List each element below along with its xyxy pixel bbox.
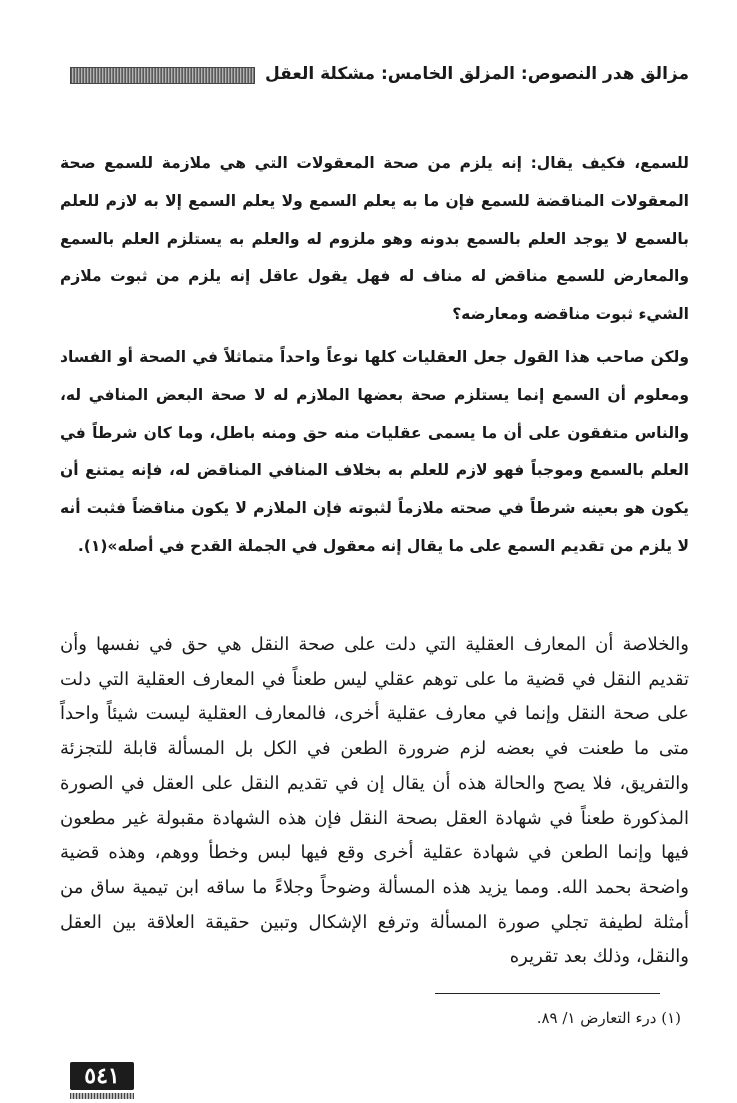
page-number-decoration bbox=[70, 1093, 134, 1099]
running-header bbox=[70, 58, 689, 90]
quoted-block bbox=[60, 145, 689, 566]
header-decorative-bar bbox=[70, 67, 255, 84]
page-number: ٥٤١ bbox=[70, 1062, 134, 1090]
body-paragraph: والخلاصة أن المعارف العقلية التي دلت على صحة النقل هي حق في نفسها وأن تقديم النقل في قضية ما على توهم عقلي ليس طعناً في المعارف العقلية التي دلت على صحة النقل وإنما في معارف عقلية أخرى، فالمعارف العقلية ليست شيئاً واحداً متى ما طعنت في بعضه لزم ضرورة الطعن في الكل بل المسألة قابلة للتجزئة والتفريق، فلا يصح والحالة هذه أن يقال إن في تقديم النقل على العقل في الصورة المذكورة طعناً في شهادة العقل بصحة النقل فإن هذه الشهادة مقبولة غير مطعون فيها وإنما الطعن في شهادة عقلية أخرى وقع فيها لبس وخطأ ووهم، وهذه قضية واضحة بحمد الله. ومما يزيد هذه المسألة وضوحاً وجلاءً ما ساقه ابن تيمية ساق من أمثلة لطيفة تجلي صورة المسألة وترفع الإشكال وتبين حقيقة العلاقة بين العقل والنقل، وذلك بعد تقريره bbox=[60, 634, 689, 968]
footnote-divider bbox=[435, 993, 660, 994]
body-text bbox=[60, 628, 689, 975]
quote-paragraph-2: ولكن صاحب هذا القول جعل العقليات كلها نوعاً واحداً متماثلاً في الصحة أو الفساد ومعلوم أن السمع إنما يستلزم صحة بعضها الملازم له لا صحة البعض المنافي له، والناس متفقون على أن ما يسمى عقليات منه حق ومنه باطل، وما كان شرطاً في العلم بالسمع وموجباً فهو لازم للعلم به بخلاف المنافي المناقض له، فإنه يمتنع أن يكون هو بعينه شرطاً في صحته ملازماً لثبوته فإن الملازم لا يكون مناقضاً فثبت أنه لا يلزم من تقديم السمع على ما يقال إنه معقول في الجملة القدح في أصله»(١). bbox=[60, 347, 689, 555]
quote-paragraph-1: للسمع، فكيف يقال: إنه يلزم من صحة المعقولات التي هي ملازمة للسمع صحة المعقولات المناقضة للسمع فإن ما به يعلم السمع ولا يعلم السمع إلا به لازم للعلم بالسمع لا يوجد العلم بالسمع بدونه وهو ملزوم له والعلم به يستلزم العلم بالسمع والمعارض للسمع مناقض له مناف له فهل يقول عاقل إنه يلزم من ثبوت ملازم الشيء ثبوت مناقضه ومعارضه؟ bbox=[60, 154, 689, 324]
footnote: (١) درء التعارض ١/ ٨٩. bbox=[536, 1009, 681, 1027]
header-title: مزالق هدر النصوص: المزلق الخامس: مشكلة العقل bbox=[264, 64, 689, 84]
